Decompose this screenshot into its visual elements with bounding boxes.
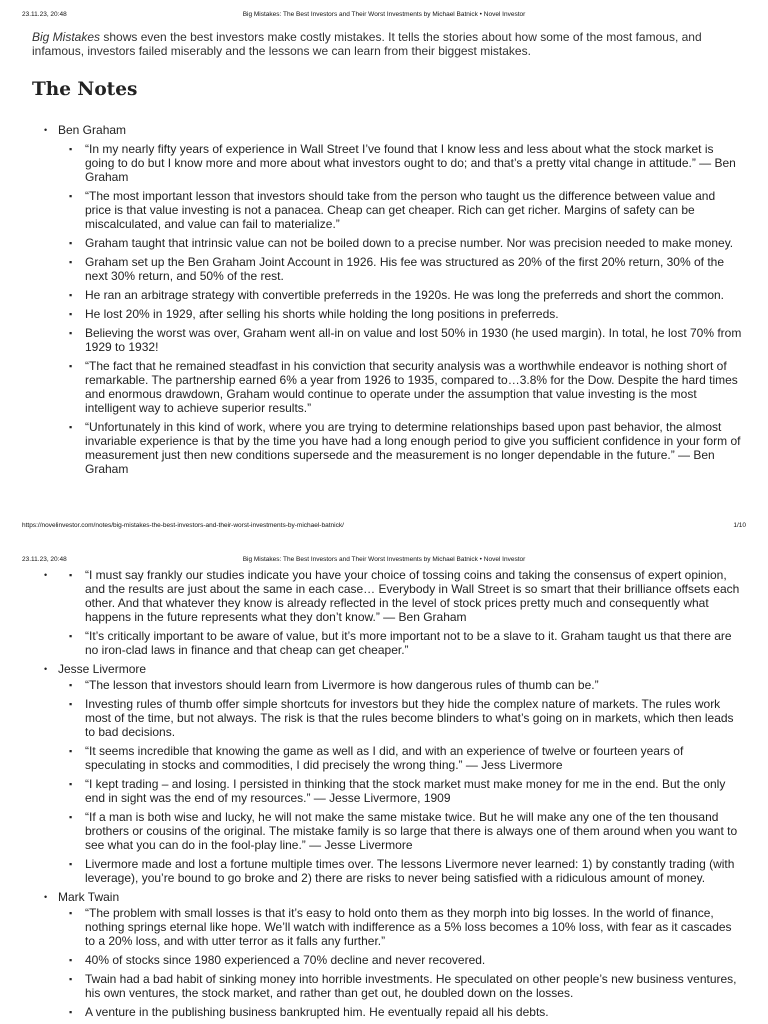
print-datetime: 23.11.23, 20:48 bbox=[22, 11, 67, 18]
page-url: https://novelinvestor.com/notes/big-mistakes-the-best-investors-and-their-worst-investments-by-michael-batnick/ bbox=[22, 522, 344, 529]
person-item-jesse-livermore bbox=[44, 662, 744, 885]
note-list bbox=[58, 906, 744, 1019]
book-title: Big Mistakes bbox=[32, 30, 101, 44]
note-item: ▪ Graham set up the Ben Graham Joint Account in 1926. His fee was structured as 20% of the first 20% return, 30% of the next 30% return, and 50% of the rest. bbox=[82, 255, 744, 283]
note-list bbox=[58, 678, 744, 885]
notes-list bbox=[44, 123, 744, 481]
print-page-title: Big Mistakes: The Best Investors and Their Worst Investments by Michael Batnick • Novel Investor bbox=[242, 556, 526, 563]
person-name: • Ben Graham bbox=[58, 123, 127, 137]
print-page-title: Big Mistakes: The Best Investors and Their Worst Investments by Michael Batnick • Novel Investor bbox=[242, 11, 526, 18]
note-item: ▪ Twain had a bad habit of sinking money into horrible investments. He speculated on other people’s new business ventures, his own ventures, the stock market, and rather than get out, he doubled down on the losses. bbox=[82, 972, 744, 1000]
intro-paragraph bbox=[32, 30, 732, 58]
note-item: ▪ 40% of stocks since 1980 experienced a 70% decline and never recovered. bbox=[82, 953, 744, 967]
note-list bbox=[58, 568, 744, 657]
print-footer bbox=[0, 522, 768, 536]
page-number: 1/10 bbox=[733, 522, 746, 529]
note-item: ▪ A venture in the publishing business bankrupted him. He eventually repaid all his debts. bbox=[82, 1005, 744, 1019]
note-item: ▪ “Unfortunately in this kind of work, where you are trying to determine relationships based upon past behavior, the almost invariable experience is that by the time you have had a long enough period to give you sufficient confidence in your form of measurement just then new conditions supersede and the measurement is no longer dependable in the future.” — Ben Graham bbox=[82, 420, 744, 476]
person-name: • Mark Twain bbox=[58, 890, 120, 904]
note-item: ▪ Livermore made and lost a fortune multiple times over. The lessons Livermore never learned: 1) by constantly trading (with leverage), you’re bound to go broke and 2) there are risks to never being satisfied with a ridiculous amount of money. bbox=[82, 857, 744, 885]
print-header bbox=[0, 11, 768, 25]
note-item: ▪ “I kept trading – and losing. I persisted in thinking that the stock market must make money for me in the end. But the only end in sight was the end of my resources.” — Jesse Livermore, 1909 bbox=[82, 777, 744, 805]
note-item: ▪ Believing the worst was over, Graham went all-in on value and lost 50% in 1930 (he used margin). In total, he lost 70% from 1929 to 1932! bbox=[82, 326, 744, 354]
note-item: ▪ “If a man is both wise and lucky, he will not make the same mistake twice. But he will make any one of the ten thousand brothers or cousins of the original. The mistake family is so large that there is always one of them around when you want to see what you can do in the fool-play line.” — Jesse Livermore bbox=[82, 810, 744, 852]
notes-list-continued bbox=[44, 568, 744, 1024]
section-heading: The Notes bbox=[32, 79, 138, 100]
note-item: ▪ “It’s critically important to be aware of value, but it’s more important not to be a slave to it. Graham taught us that there are no iron-clad laws in finance and that cheap can get cheaper.” bbox=[82, 629, 744, 657]
note-item: ▪ “The most important lesson that investors should take from the person who taught us the difference between value and price is that value investing is not a panacea. Cheap can get cheaper. Rich can get richer. Margins of safety can be miscalculated, and value can fail to materialize.” bbox=[82, 189, 744, 231]
note-item: ▪ “It seems incredible that knowing the game as well as I did, and with an experience of twelve or fourteen years of speculating in stocks and commodities, I did precisely the wrong thing.” — Jess Livermore bbox=[82, 744, 744, 772]
note-item: ▪ He ran an arbitrage strategy with convertible preferreds in the 1920s. He was long the preferreds and short the common. bbox=[82, 288, 744, 302]
print-datetime: 23.11.23, 20:48 bbox=[22, 556, 67, 563]
note-item: ▪ Investing rules of thumb offer simple shortcuts for investors but they hide the complex nature of markets. The rules work most of the time, but not always. The risk is that the rules become blinders to what’s going on in markets, which then leads to bad decisions. bbox=[82, 697, 744, 739]
note-list bbox=[58, 142, 744, 476]
intro-text: shows even the best investors make costly mistakes. It tells the stories about how some of the most famous, and infamous, investors failed miserably and the lessons we can learn from their biggest mistakes. bbox=[32, 30, 702, 58]
person-item-ben-graham-continued bbox=[44, 568, 744, 657]
note-item: ▪ He lost 20% in 1929, after selling his shorts while holding the long positions in preferreds. bbox=[82, 307, 744, 321]
note-item: ▪ “In my nearly fifty years of experience in Wall Street I’ve found that I know less and less about what the stock market is going to do but I know more and more about what investors ought to do; and that’s a pretty vital change in attitude.” — Ben Graham bbox=[82, 142, 744, 184]
note-item: ▪ “The lesson that investors should learn from Livermore is how dangerous rules of thumb can be.” bbox=[82, 678, 744, 692]
note-item: ▪ Graham taught that intrinsic value can not be boiled down to a precise number. Nor was precision needed to make money. bbox=[82, 236, 744, 250]
note-item: ▪ • “I must say frankly our studies indicate you have your choice of tossing coins and taking the consensus of expert opinion, and the results are just about the same in each case… Everybody in Wall Street is so smart that their brilliance offsets each other. And that whatever they know is already reflected in the level of stock prices pretty much and consequently what happens in the future represents what they don’t know.” — Ben Graham bbox=[82, 568, 744, 624]
person-item-mark-twain bbox=[44, 890, 744, 1019]
note-item: ▪ “The fact that he remained steadfast in his conviction that security analysis was a worthwhile endeavor is nothing short of remarkable. The partnership earned 6% a year from 1926 to 1935, compared to…3.8% for the Dow. Despite the hard times and enormous drawdown, Graham would continue to operate under the assumption that value investing is the most intelligent way to achieve superior results.” bbox=[82, 359, 744, 415]
person-item-ben-graham bbox=[44, 123, 744, 476]
note-item: ▪ “The problem with small losses is that it’s easy to hold onto them as they morph into big losses. In the world of finance, nothing springs eternal like hope. We’ll watch with indifference as a 5% loss becomes a 10% loss, with fear as it cascades to a 20% loss, and with utter terror as it falls any further.” bbox=[82, 906, 744, 948]
person-name: • Jesse Livermore bbox=[58, 662, 147, 676]
